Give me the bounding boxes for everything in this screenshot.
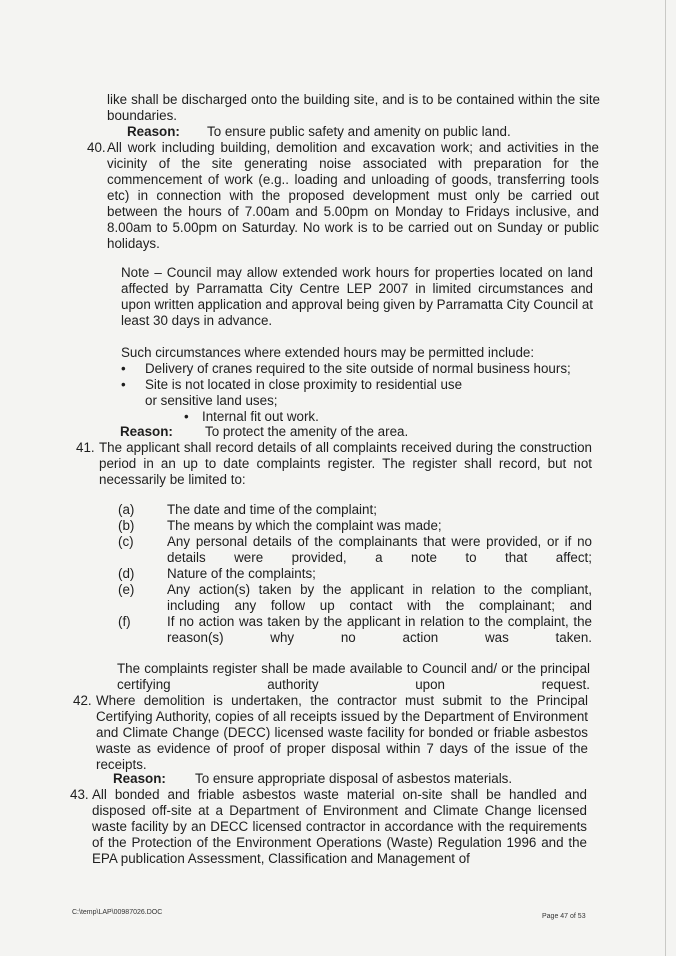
list-label: (f) [118,614,131,629]
condition-40-note: Note – Council may allow extended work hours for properties located on land affected by Parramatta City Centre LEP 2007 in limited circumstances and upon written application and approval being given by Parramatta City Council at least 30 days in advance. [121,265,593,328]
reason-text: To ensure public safety and amenity on public land. [207,124,511,139]
bullet-item: Internal fit out work. [202,409,319,424]
list-label: (a) [118,502,135,517]
reason-3 [113,771,583,787]
reason-label: Reason: [127,124,180,139]
reason-1 [127,124,597,140]
condition-39-tail: like shall be discharged onto the building site, and is to be contained within the site boundaries. [107,92,600,123]
page-edge [665,0,666,956]
condition-42-text: Where demolition is undertaken, the contractor must submit to the Principal Certifying Authority, copies of all receipts issued by the Department of Environment and Climate Change (DECC) licensed waste facility for bonded or friable asbestos waste as evidence of proof of proper disposal within 7 days of the issue of the receipts. [96,693,588,772]
condition-41-text: The applicant shall record details of all complaints received during the construction period in an up to date complaints register. The register shall record, but not necessarily be limited to: [99,440,592,487]
reason-label: Reason: [120,424,173,439]
bullet-item: Delivery of cranes required to the site outside of normal business hours; [145,361,571,376]
reason-2 [120,424,590,440]
bullet-item: Site is not located in close proximity to residential use or sensitive land uses; [145,377,463,408]
condition-40-text: All work including building, demolition and excavation work; and activities in the vicinity of the site generating noise associated with preparation for the commencement of work (e.g.. loading and unloading of goods, transferring tools etc) in connection with the proposed development must only be carried out between the hours of 7.00am and 5.00pm on Monday to Fridays inclusive, and 8.00am to 5.00pm on Saturday. No work is to be carried out on Sunday or public holidays. [107,140,599,251]
list-label: (c) [118,534,134,549]
circumstances-intro: Such circumstances where extended hours may be permitted include: [121,345,535,360]
complaints-register-closing: The complaints register shall be made available to Council and/ or the principal certifying authority upon request. [117,661,590,692]
bullet-dot: • [184,409,189,424]
condition-number-43: 43. [70,787,89,802]
list-label: (b) [118,518,135,533]
list-item-text: The means by which the complaint was made; [167,518,442,533]
list-label: (e) [118,582,135,597]
list-item-text: Any personal details of the complainants that were provided, or if no details were provided, a note to that affect; [167,534,592,565]
condition-number-40: 40. [87,140,106,155]
footer-page-number: Page 47 of 53 [542,913,586,920]
condition-number-42: 42. [73,693,92,708]
reason-label: Reason: [113,771,166,786]
list-item-text: Any action(s) taken by the applicant in relation to the compliant, including any follow up contact with the complainant; and [167,582,592,613]
list-item-text: The date and time of the complaint; [167,502,377,517]
bullet-dot: • [121,377,126,392]
bullet-dot: • [121,361,126,376]
reason-text: To ensure appropriate disposal of asbestos materials. [195,771,513,786]
footer-file-path: C:\temp\LAP\00987026.DOC [72,909,163,916]
list-label: (d) [118,566,135,581]
list-item-text: If no action was taken by the applicant in relation to the complaint, the reason(s) why no action was taken. [167,614,592,645]
list-item-text: Nature of the complaints; [167,566,316,581]
reason-text: To protect the amenity of the area. [205,424,409,439]
condition-43-text: All bonded and friable asbestos waste material on-site shall be handled and disposed off-site at a Department of Environment and Climate Change licensed waste facility by an DECC licensed contractor in accordance with the requirements of the Protection of the Environment Operations (Waste) Regulation 1996 and the EPA publication Assessment, Classification and Management of [92,787,587,866]
condition-number-41: 41. [76,440,95,455]
